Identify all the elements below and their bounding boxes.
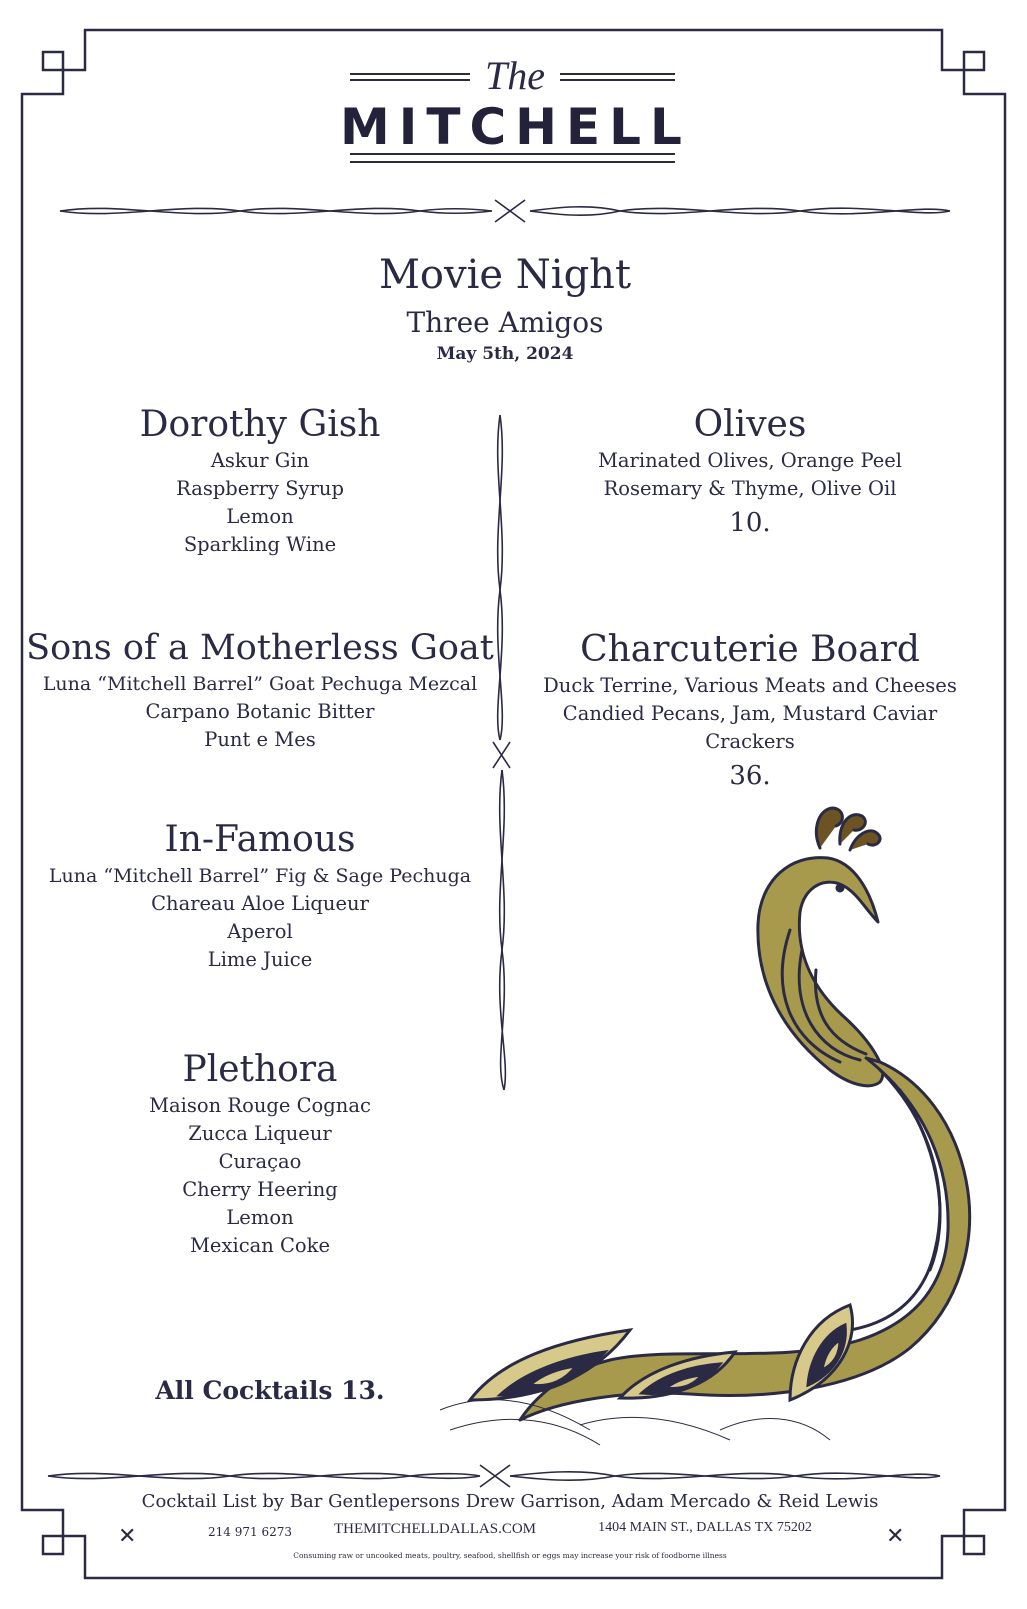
food-line: Marinated Olives, Orange Peel (597, 449, 903, 472)
food-line: Crackers (705, 730, 795, 753)
cocktail-dorothy-gish (30, 403, 490, 559)
ingredient: Punt e Mes (204, 728, 316, 751)
ingredient: Zucca Liqueur (188, 1122, 332, 1145)
ingredient: Lemon (226, 505, 294, 528)
event-title: Movie Night (378, 252, 632, 298)
food-name: Charcuterie Board (580, 629, 920, 670)
phone-number: 214 971 6273 (208, 1525, 292, 1539)
cocktail-credits: Cocktail List by Bar Gentlepersons Drew Garrison, Adam Mercado & Reid Lewis (141, 1491, 879, 1512)
x-ornament-icon: ✕ (118, 1524, 137, 1549)
ingredient: Chareau Aloe Liqueur (151, 892, 369, 915)
cocktail-name: Dorothy Gish (139, 404, 381, 445)
cocktail-name: In-Famous (164, 819, 356, 860)
food-name: Olives (693, 404, 807, 445)
cocktail-name: Plethora (182, 1049, 338, 1090)
all-cocktails-price: All Cocktails 13. (155, 1376, 385, 1405)
food-line: Duck Terrine, Various Meats and Cheeses (543, 674, 957, 697)
event-film: Three Amigos (406, 306, 604, 339)
food-line: Candied Pecans, Jam, Mustard Caviar (562, 702, 938, 725)
ingredient: Carpano Botanic Bitter (145, 700, 375, 723)
foodborne-disclaimer: Consuming raw or uncooked meats, poultry, seafood, shellfish or eggs may increase your risk of foodborne illness (293, 1551, 727, 1560)
website-link[interactable]: THEMITCHELLDALLAS.COM (333, 1521, 537, 1537)
peacock-illustration (430, 800, 990, 1460)
ingredient: Mexican Coke (189, 1234, 331, 1257)
ingredient: Aperol (227, 920, 293, 943)
food-price: 36. (729, 761, 771, 791)
food-charcuterie-board (520, 628, 980, 796)
ingredient: Lime Juice (207, 948, 313, 971)
cocktail-sons-of-a-motherless-goat (20, 626, 500, 754)
logo-the: The (485, 53, 545, 98)
ingredient: Curaçao (218, 1150, 302, 1173)
ingredient: Maison Rouge Cognac (149, 1094, 371, 1117)
ingredient: Luna “Mitchell Barrel” Goat Pechuga Mezcal (42, 673, 478, 695)
ingredient: Luna “Mitchell Barrel” Fig & Sage Pechuga (48, 865, 472, 887)
cocktail-in-famous (30, 818, 490, 974)
ingredient: Sparkling Wine (183, 533, 337, 556)
ingredient: Cherry Heering (182, 1178, 338, 1201)
cocktail-name: Sons of a Motherless Goat (26, 628, 494, 668)
food-olives (520, 403, 980, 543)
logo-mitchell: MITCHELL (340, 98, 691, 156)
ingredient: Raspberry Syrup (176, 477, 344, 500)
ingredient: Lemon (226, 1206, 294, 1229)
x-ornament-icon: ✕ (886, 1524, 905, 1549)
event-date: May 5th, 2024 (436, 344, 574, 364)
address: 1404 MAIN ST., DALLAS TX 75202 (598, 1520, 812, 1535)
cocktail-plethora (30, 1048, 490, 1260)
food-line: Rosemary & Thyme, Olive Oil (603, 477, 897, 500)
food-price: 10. (729, 508, 771, 538)
ingredient: Askur Gin (210, 449, 310, 472)
